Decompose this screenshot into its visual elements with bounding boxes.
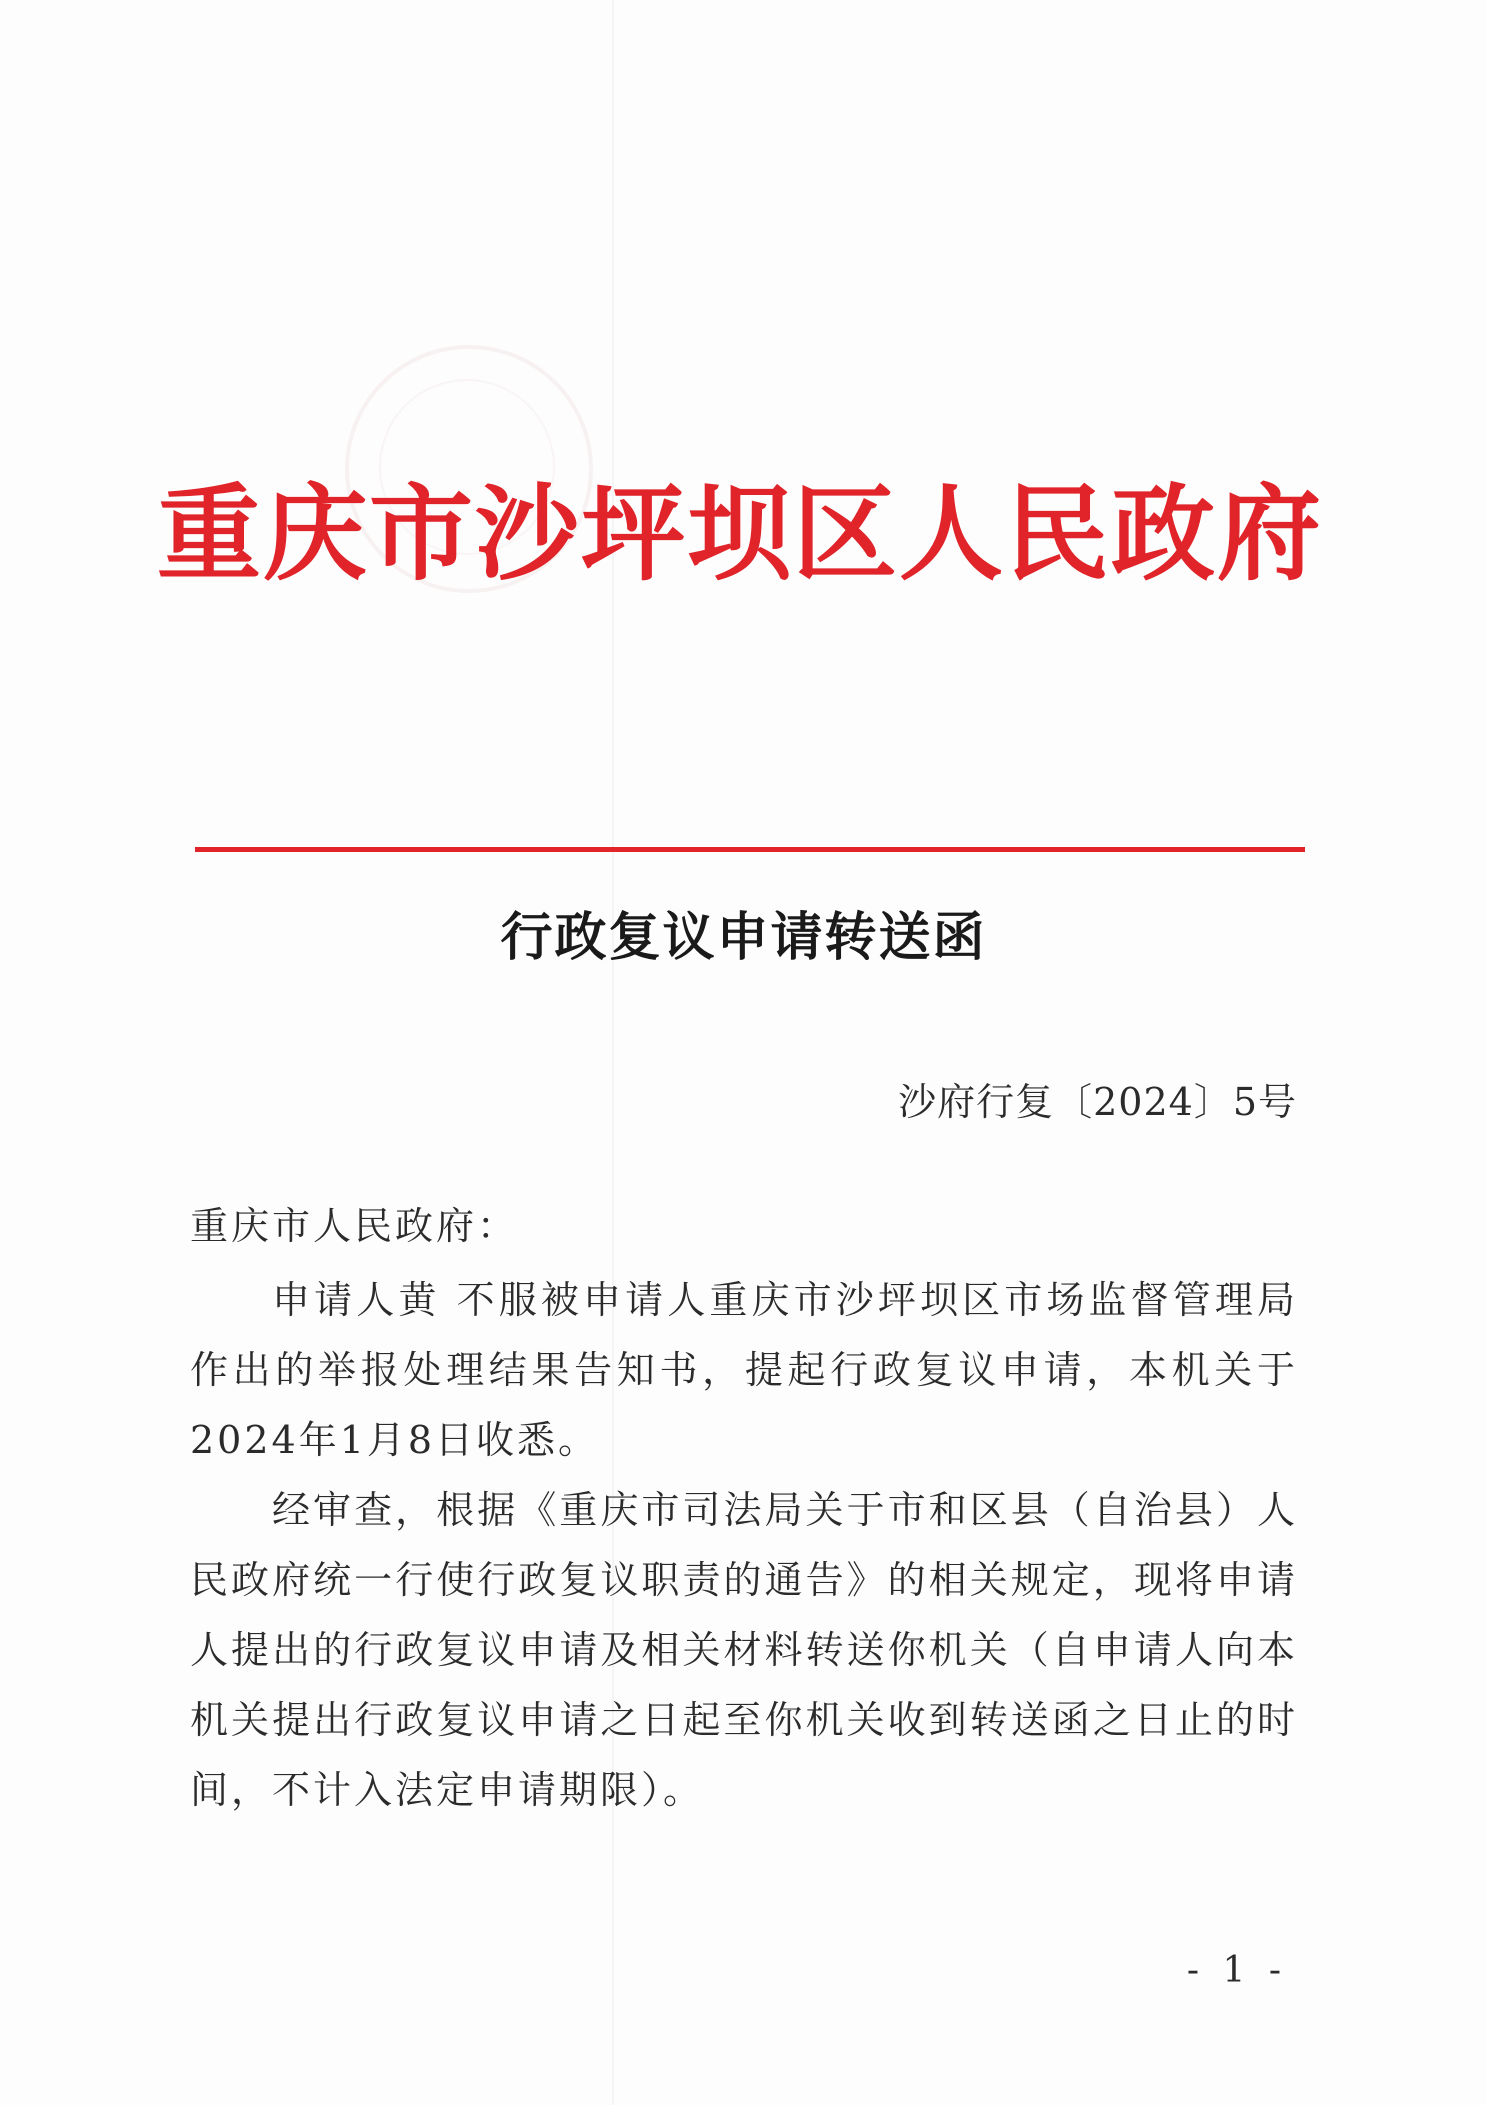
issuing-authority-header: 重庆市沙坪坝区人民政府 bbox=[156, 472, 1323, 595]
document-title: 行政复议申请转送函 bbox=[500, 907, 987, 968]
document-number: 沙府行复〔2024〕5号 bbox=[898, 1080, 1297, 1124]
body-paragraph: 经审查，根据《重庆市司法局关于市和区县（自治县）人民政府统一行使行政复议职责的通告》的相关规定，现将申请人提出的行政复议申请及相关材料转送你机关（自申请人向本机关提出行政复议申请之日起至你机关收到转送函之日止的时间，不计入法定申请期限）。 bbox=[190, 1488, 1298, 1812]
red-separator-line bbox=[195, 847, 1305, 852]
body-paragraph: 申请人黄 不服被申请人重庆市沙坪坝区市场监督管理局作出的举报处理结果告知书，提起行政复议申请，本机关于2024年1月8日收悉。 bbox=[190, 1278, 1298, 1462]
page-number: - 1 - bbox=[1186, 1950, 1287, 1991]
addressee-salutation: 重庆市人民政府： bbox=[190, 1204, 519, 1248]
